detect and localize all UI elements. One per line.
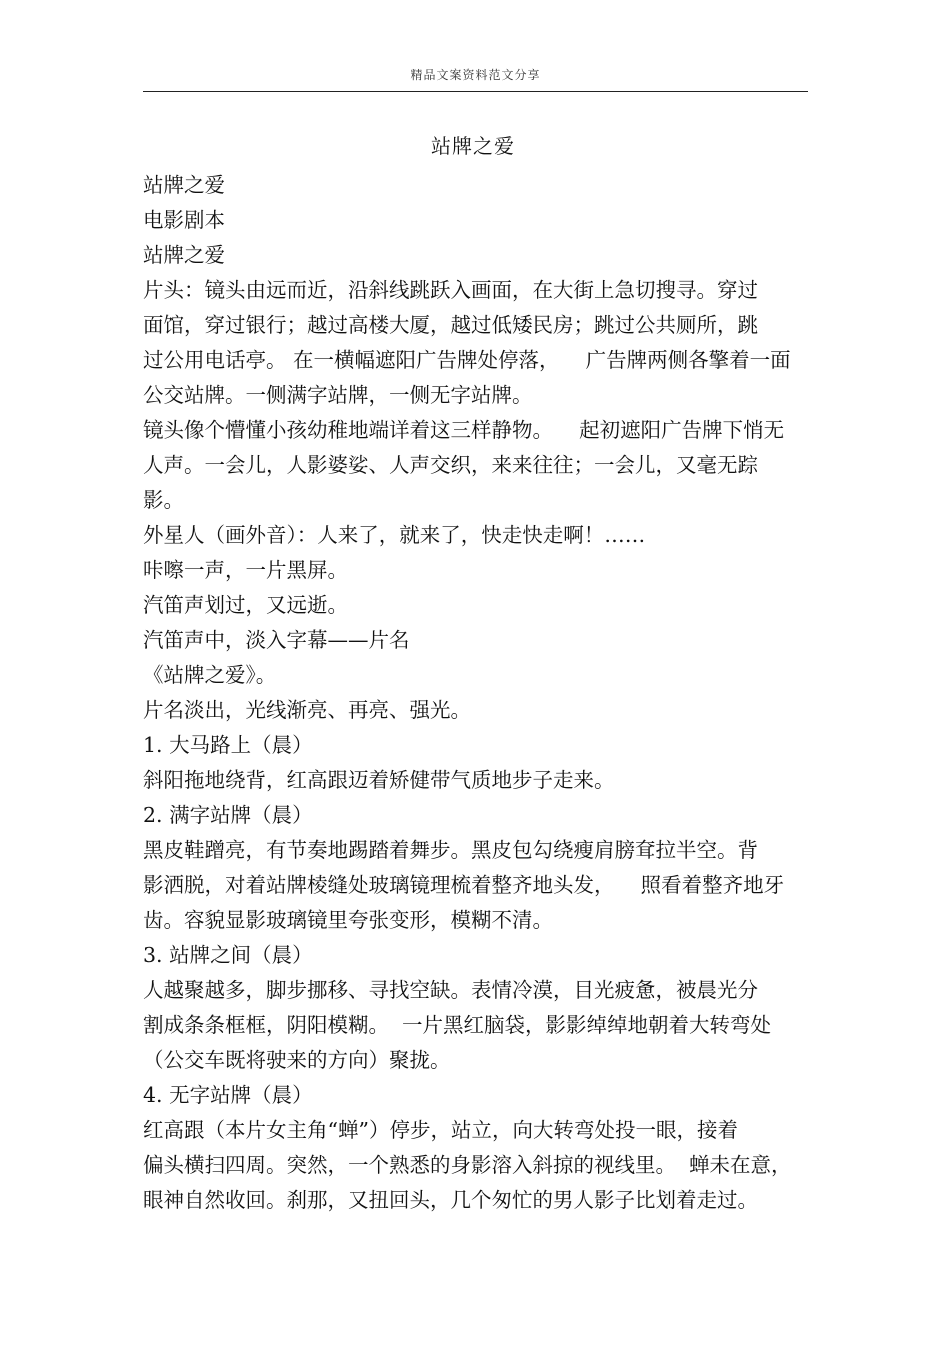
document-line: 站牌之爱 [143, 173, 225, 197]
document-line: 片头：镜头由远而近，沿斜线跳跃入画面，在大街上急切搜寻。穿过 [143, 278, 758, 302]
document-line: 镜头像个懵懂小孩幼稚地端详着这三样静物。 起初遮阳广告牌下悄无 [143, 418, 785, 442]
document-line: 人越聚越多，脚步挪移、寻找空缺。表情冷漠，目光疲惫，被晨光分 [143, 978, 758, 1002]
document-line: 影洒脱，对着站牌棱缝处玻璃镜理梳着整齐地头发， 照看着整齐地牙 [143, 873, 785, 897]
document-line: 《站牌之爱》。 [143, 663, 277, 687]
document-line: 外星人（画外音）：人来了，就来了，快走快走啊！…… [143, 523, 646, 547]
document-line: 电影剧本 [143, 208, 225, 232]
document-line: 3. 站牌之间（晨） [143, 943, 313, 967]
document-line: 汽笛声划过，又远逝。 [143, 593, 348, 617]
document-body [143, 168, 808, 1218]
document-line: 割成条条框框，阴阳模糊。 一片黑红脑袋，影影绰绰地朝着大转弯处 [143, 1013, 772, 1037]
document-line: （公交车既将驶来的方向）聚拢。 [143, 1048, 451, 1072]
document-line: 偏头横扫四周。突然，一个熟悉的身影溶入斜掠的视线里。 蝉未在意， [143, 1153, 792, 1177]
document-line: 1. 大马路上（晨） [143, 733, 313, 757]
document-line: 斜阳拖地绕背，红高跟迈着矫健带气质地步子走来。 [143, 768, 615, 792]
document-line: 2. 满字站牌（晨） [143, 803, 313, 827]
document-line: 黑皮鞋蹭亮，有节奏地踢踏着舞步。黑皮包勾绕瘦肩膀耷拉半空。背 [143, 838, 758, 862]
document-line: 片名淡出，光线渐亮、再亮、强光。 [143, 698, 471, 722]
document-line: 红高跟（本片女主角“蝉”）停步，站立，向大转弯处投一眼，接着 [143, 1118, 738, 1142]
document-line: 过公用电话亭。 在一横幅遮阳广告牌处停落， 广告牌两侧各擎着一面 [143, 348, 791, 372]
document-line: 咔嚓一声，一片黑屏。 [143, 558, 348, 582]
document-line: 站牌之爱 [143, 243, 225, 267]
document-line: 齿。容貌显影玻璃镜里夸张变形，模糊不清。 [143, 908, 553, 932]
document-line: 影。 [143, 488, 184, 512]
page-header: 精品文案资料范文分享 [410, 68, 541, 82]
document-line: 公交站牌。一侧满字站牌，一侧无字站牌。 [143, 383, 533, 407]
document-line: 汽笛声中，淡入字幕——片名 [143, 628, 410, 652]
document-title: 站牌之爱 [431, 134, 515, 158]
document-line: 人声。一会儿，人影婆娑、人声交织，来来往往；一会儿，又毫无踪 [143, 453, 758, 477]
document-line: 面馆，穿过银行；越过高楼大厦，越过低矮民房；跳过公共厕所，跳 [143, 313, 758, 337]
document-line: 4. 无字站牌（晨） [143, 1083, 313, 1107]
document-line: 眼神自然收回。刹那，又扭回头，几个匆忙的男人影子比划着走过。 [143, 1188, 758, 1212]
header-divider [143, 91, 808, 92]
